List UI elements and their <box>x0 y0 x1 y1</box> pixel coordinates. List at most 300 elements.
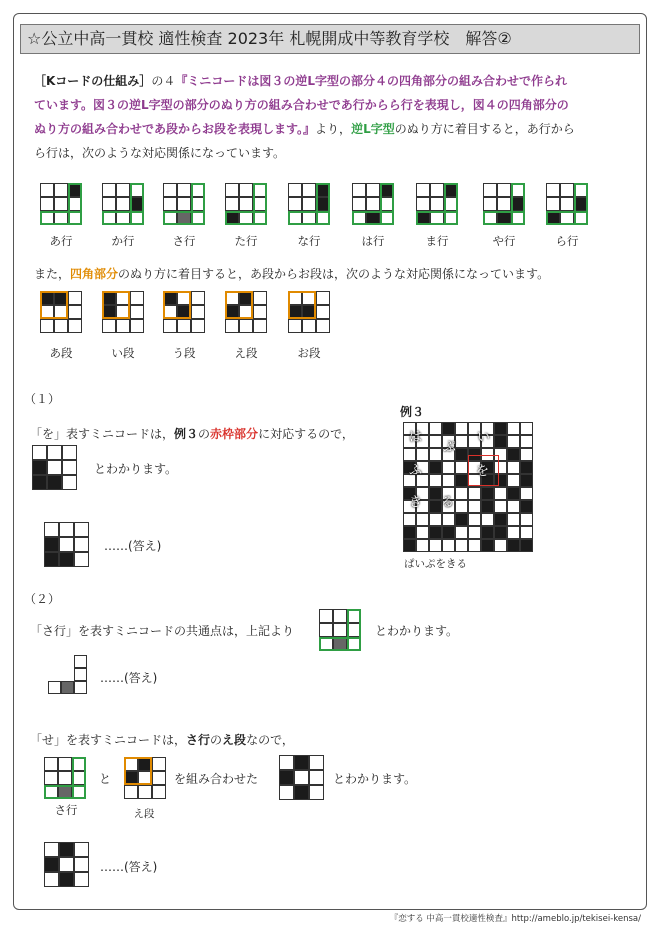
grid-cell <box>442 513 455 526</box>
grid-cell <box>225 291 239 305</box>
grid-cell <box>48 681 61 694</box>
grid-cell <box>483 183 497 197</box>
row-code-3 <box>163 183 205 225</box>
grid-cell <box>116 197 130 211</box>
grid-cell <box>72 771 86 785</box>
grid-cell <box>177 183 191 197</box>
grid-cell <box>102 183 116 197</box>
example-3-grid <box>403 422 533 552</box>
grid-cell <box>163 183 177 197</box>
grid-cell <box>520 500 533 513</box>
grid-cell <box>44 872 59 887</box>
dan-code-5 <box>288 291 330 333</box>
grid-cell <box>347 637 361 651</box>
answer-1-l-row <box>48 681 87 694</box>
e-dan-code <box>124 757 166 799</box>
grid-cell <box>455 461 468 474</box>
dan-label-3: う段 <box>172 346 196 360</box>
example-3-title: 例３ <box>400 405 425 419</box>
grid-cell <box>319 609 333 623</box>
grid-cell <box>191 319 205 333</box>
grid-cell <box>225 211 239 225</box>
grid-cell <box>239 183 253 197</box>
grid-cell <box>239 319 253 333</box>
grid-cell <box>352 211 366 225</box>
grid-cell <box>497 197 511 211</box>
intro-line-4: ら行は，次のような対応関係になっています。 <box>34 146 286 160</box>
grid-cell <box>68 319 82 333</box>
grid-cell <box>44 771 58 785</box>
grid-cell <box>40 183 54 197</box>
dan-code-4 <box>225 291 267 333</box>
grid-cell <box>494 435 507 448</box>
grid-cell <box>333 637 347 651</box>
answer-1-l-col <box>74 655 87 681</box>
grid-cell <box>102 211 116 225</box>
grid-cell <box>309 785 324 800</box>
grid-cell <box>507 539 520 552</box>
question-2-line-1-end: とわかります。 <box>375 624 459 638</box>
grid-cell <box>455 487 468 500</box>
grid-cell <box>74 655 87 668</box>
grid-cell <box>416 539 429 552</box>
grid-cell <box>494 448 507 461</box>
grid-cell <box>253 291 267 305</box>
row-label-2: か行 <box>111 234 135 248</box>
grid-cell <box>68 183 82 197</box>
grid-cell <box>288 305 302 319</box>
grid-cell <box>163 305 177 319</box>
grid-cell <box>54 319 68 333</box>
grid-cell <box>455 526 468 539</box>
question-2-line-2: 「せ」を表すミニコードは，さ行のえ段なので， <box>30 733 294 747</box>
grid-cell <box>309 770 324 785</box>
grid-cell <box>574 183 588 197</box>
grid-cell <box>116 291 130 305</box>
label-e-dan: え段 <box>133 808 155 820</box>
grid-cell <box>520 435 533 448</box>
grid-cell <box>468 487 481 500</box>
grid-cell <box>191 291 205 305</box>
grid-cell <box>44 842 59 857</box>
grid-cell <box>59 552 74 567</box>
grid-cell <box>302 197 316 211</box>
grid-cell <box>102 319 116 333</box>
grid-cell <box>455 474 468 487</box>
grid-cell <box>352 183 366 197</box>
grid-cell <box>44 537 59 552</box>
intro-line-3: ぬり方の組み合わせであ段からお段を表現します。』より，逆L字型のぬり方に着目すると，あ行から <box>34 122 575 136</box>
grid-cell <box>442 474 455 487</box>
grid-cell <box>309 755 324 770</box>
grid-cell <box>130 211 144 225</box>
grid-cell <box>507 474 520 487</box>
grid-cell <box>68 211 82 225</box>
grid-cell <box>497 211 511 225</box>
grid-cell <box>177 211 191 225</box>
grid-cell <box>429 526 442 539</box>
grid-cell <box>319 623 333 637</box>
grid-cell <box>44 857 59 872</box>
grid-cell <box>130 305 144 319</box>
grid-cell <box>366 211 380 225</box>
grid-cell <box>58 785 72 799</box>
grid-cell <box>177 197 191 211</box>
grid-cell <box>403 513 416 526</box>
grid-cell <box>560 183 574 197</box>
grid-cell <box>54 197 68 211</box>
grid-cell <box>302 291 316 305</box>
question-2-to: と <box>99 772 112 786</box>
grid-cell <box>288 197 302 211</box>
dan-intro: また，四角部分のぬり方に着目すると，あ段からお段は，次のような対応関係になっています。 <box>34 267 550 281</box>
grid-cell <box>444 183 458 197</box>
grid-cell <box>442 422 455 435</box>
example-3-char-1: は <box>409 430 423 445</box>
grid-cell <box>253 183 267 197</box>
grid-cell <box>403 539 416 552</box>
grid-cell <box>74 872 89 887</box>
grid-cell <box>560 197 574 211</box>
question-2-answer-2-label: ……(答え) <box>100 860 158 874</box>
grid-cell <box>429 461 442 474</box>
grid-cell <box>68 197 82 211</box>
grid-cell <box>239 291 253 305</box>
grid-cell <box>59 872 74 887</box>
grid-cell <box>177 319 191 333</box>
grid-cell <box>455 435 468 448</box>
example-3-char-6: き <box>409 495 423 510</box>
grid-cell <box>74 668 87 681</box>
grid-cell <box>62 475 77 490</box>
question-2-line-1: 「さ行」を表すミニコードの共通点は，上記より <box>30 624 295 638</box>
grid-cell <box>352 197 366 211</box>
grid-cell <box>507 461 520 474</box>
intro-line-2: ています。図３の逆L字型の部分のぬり方の組み合わせであ行からら行を表現し，図４の四角部分の <box>34 98 569 112</box>
dan-label-5: お段 <box>297 346 321 360</box>
grid-cell <box>191 197 205 211</box>
grid-cell <box>333 623 347 637</box>
grid-cell <box>54 305 68 319</box>
grid-cell <box>124 785 138 799</box>
grid-cell <box>130 319 144 333</box>
row-code-4 <box>225 183 267 225</box>
grid-cell <box>59 522 74 537</box>
row-label-6: は行 <box>361 234 385 248</box>
grid-cell <box>279 785 294 800</box>
grid-cell <box>429 422 442 435</box>
grid-cell <box>44 785 58 799</box>
grid-cell <box>347 609 361 623</box>
grid-cell <box>288 319 302 333</box>
grid-cell <box>494 513 507 526</box>
example-3-char-5: ふ <box>409 463 423 478</box>
grid-cell <box>481 487 494 500</box>
grid-cell <box>138 785 152 799</box>
question-2-number: （２） <box>24 592 61 606</box>
question-1-number: （１） <box>24 392 61 406</box>
grid-cell <box>294 770 309 785</box>
grid-cell <box>429 539 442 552</box>
grid-cell <box>366 183 380 197</box>
grid-cell <box>152 771 166 785</box>
grid-cell <box>102 291 116 305</box>
grid-cell <box>74 842 89 857</box>
row-code-1 <box>40 183 82 225</box>
grid-cell <box>520 422 533 435</box>
grid-cell <box>54 183 68 197</box>
grid-cell <box>163 211 177 225</box>
grid-cell <box>191 305 205 319</box>
grid-cell <box>380 197 394 211</box>
grid-cell <box>483 197 497 211</box>
grid-cell <box>468 500 481 513</box>
grid-cell <box>574 197 588 211</box>
question-1-answer-label: ……(答え) <box>104 539 162 553</box>
grid-cell <box>279 770 294 785</box>
grid-cell <box>455 513 468 526</box>
row-label-1: あ行 <box>49 234 73 248</box>
grid-cell <box>191 211 205 225</box>
grid-cell <box>44 552 59 567</box>
grid-cell <box>520 448 533 461</box>
grid-cell <box>225 197 239 211</box>
grid-cell <box>177 305 191 319</box>
grid-cell <box>54 291 68 305</box>
grid-cell <box>116 183 130 197</box>
grid-cell <box>138 757 152 771</box>
question-1-text: 「を」表すミニコードは，例３の赤枠部分に対応するので， <box>30 427 354 441</box>
grid-cell <box>511 211 525 225</box>
grid-cell <box>279 755 294 770</box>
intro-line-1: ［Kコードの仕組み］の４『ミニコードは図３の逆L字型の部分４の四角部分の組み合わせで作られ <box>34 74 567 88</box>
grid-cell <box>455 448 468 461</box>
grid-cell <box>253 197 267 211</box>
grid-cell <box>507 422 520 435</box>
grid-cell <box>481 513 494 526</box>
grid-cell <box>253 211 267 225</box>
grid-cell <box>507 435 520 448</box>
grid-cell <box>319 637 333 651</box>
grid-cell <box>62 460 77 475</box>
grid-cell <box>455 539 468 552</box>
grid-cell <box>507 448 520 461</box>
grid-cell <box>163 291 177 305</box>
grid-cell <box>546 183 560 197</box>
grid-cell <box>102 305 116 319</box>
row-code-9 <box>546 183 588 225</box>
grid-cell <box>455 500 468 513</box>
question-1-wakari: とわかります。 <box>94 462 178 476</box>
grid-cell <box>520 487 533 500</box>
grid-cell <box>507 526 520 539</box>
example-3-char-2: い <box>477 430 491 445</box>
grid-cell <box>68 291 82 305</box>
grid-cell <box>32 460 47 475</box>
grid-cell <box>239 197 253 211</box>
grid-cell <box>560 211 574 225</box>
row-label-9: ら行 <box>555 234 579 248</box>
grid-cell <box>253 319 267 333</box>
grid-cell <box>302 305 316 319</box>
grid-cell <box>316 319 330 333</box>
grid-cell <box>302 183 316 197</box>
row-code-6 <box>352 183 394 225</box>
grid-cell <box>416 211 430 225</box>
grid-cell <box>316 291 330 305</box>
grid-cell <box>191 183 205 197</box>
grid-cell <box>47 475 62 490</box>
grid-cell <box>74 552 89 567</box>
grid-cell <box>225 183 239 197</box>
grid-cell <box>520 526 533 539</box>
grid-cell <box>225 305 239 319</box>
grid-cell <box>507 513 520 526</box>
grid-cell <box>253 305 267 319</box>
grid-cell <box>497 183 511 197</box>
grid-cell <box>333 609 347 623</box>
grid-cell <box>225 319 239 333</box>
grid-cell <box>54 211 68 225</box>
dan-code-3 <box>163 291 205 333</box>
question-2-answer-1-label: ……(答え) <box>100 671 158 685</box>
grid-cell <box>32 445 47 460</box>
wo-code <box>32 445 77 490</box>
grid-cell <box>494 500 507 513</box>
grid-cell <box>59 842 74 857</box>
grid-cell <box>494 526 507 539</box>
grid-cell <box>163 319 177 333</box>
grid-cell <box>430 183 444 197</box>
example-3-char-4: を <box>476 464 490 479</box>
grid-cell <box>302 211 316 225</box>
grid-cell <box>74 522 89 537</box>
grid-cell <box>494 461 507 474</box>
grid-cell <box>546 211 560 225</box>
grid-cell <box>380 183 394 197</box>
grid-cell <box>74 681 87 694</box>
grid-cell <box>74 537 89 552</box>
dan-label-1: あ段 <box>49 346 73 360</box>
grid-cell <box>316 183 330 197</box>
grid-cell <box>507 500 520 513</box>
answer-2-code <box>44 842 89 887</box>
grid-cell <box>68 305 82 319</box>
row-label-5: な行 <box>297 234 321 248</box>
grid-cell <box>62 445 77 460</box>
grid-cell <box>294 785 309 800</box>
grid-cell <box>494 539 507 552</box>
sa-gyou-common-code <box>319 609 361 651</box>
grid-cell <box>32 475 47 490</box>
grid-cell <box>288 183 302 197</box>
grid-cell <box>481 539 494 552</box>
grid-cell <box>366 197 380 211</box>
grid-cell <box>40 305 54 319</box>
grid-cell <box>302 319 316 333</box>
grid-cell <box>574 211 588 225</box>
grid-cell <box>47 460 62 475</box>
row-code-5 <box>288 183 330 225</box>
grid-cell <box>130 291 144 305</box>
grid-cell <box>102 197 116 211</box>
grid-cell <box>507 487 520 500</box>
grid-cell <box>72 757 86 771</box>
example-3-char-3: ぷ <box>443 440 457 455</box>
grid-cell <box>416 526 429 539</box>
page-title: ☆公立中高一貫校 適性検査 2023年 札幌開成中等教育学校 解答② <box>20 24 640 54</box>
dan-code-1 <box>40 291 82 333</box>
grid-cell <box>416 183 430 197</box>
grid-cell <box>429 448 442 461</box>
row-code-8 <box>483 183 525 225</box>
grid-cell <box>138 771 152 785</box>
grid-cell <box>72 785 86 799</box>
grid-cell <box>429 474 442 487</box>
sa-gyou-code <box>44 757 86 799</box>
grid-cell <box>116 319 130 333</box>
grid-cell <box>74 857 89 872</box>
grid-cell <box>380 211 394 225</box>
grid-cell <box>468 513 481 526</box>
grid-cell <box>40 291 54 305</box>
grid-cell <box>288 211 302 225</box>
se-code <box>279 755 324 800</box>
grid-cell <box>59 857 74 872</box>
dan-code-2 <box>102 291 144 333</box>
grid-cell <box>288 291 302 305</box>
example-3-caption: ぱいぷをきる <box>404 558 467 570</box>
grid-cell <box>511 183 525 197</box>
question-2-combine: を組み合わせた <box>174 772 259 786</box>
grid-cell <box>511 197 525 211</box>
dan-label-4: え段 <box>234 346 258 360</box>
grid-cell <box>483 211 497 225</box>
grid-cell <box>481 526 494 539</box>
grid-cell <box>61 681 74 694</box>
grid-cell <box>40 197 54 211</box>
grid-cell <box>429 513 442 526</box>
grid-cell <box>59 537 74 552</box>
grid-cell <box>58 757 72 771</box>
grid-cell <box>430 197 444 211</box>
grid-cell <box>40 211 54 225</box>
grid-cell <box>163 197 177 211</box>
grid-cell <box>416 513 429 526</box>
grid-cell <box>520 461 533 474</box>
row-code-2 <box>102 183 144 225</box>
example-3-char-7: る <box>441 495 455 510</box>
grid-cell <box>520 474 533 487</box>
grid-cell <box>44 522 59 537</box>
grid-cell <box>455 422 468 435</box>
grid-cell <box>316 211 330 225</box>
grid-cell <box>116 305 130 319</box>
grid-cell <box>403 526 416 539</box>
grid-cell <box>468 526 481 539</box>
grid-cell <box>130 197 144 211</box>
grid-cell <box>430 211 444 225</box>
grid-cell <box>494 422 507 435</box>
grid-cell <box>520 513 533 526</box>
grid-cell <box>58 771 72 785</box>
row-code-7 <box>416 183 458 225</box>
grid-cell <box>316 305 330 319</box>
grid-cell <box>47 445 62 460</box>
row-label-4: た行 <box>234 234 258 248</box>
grid-cell <box>444 211 458 225</box>
row-label-7: ま行 <box>425 234 449 248</box>
